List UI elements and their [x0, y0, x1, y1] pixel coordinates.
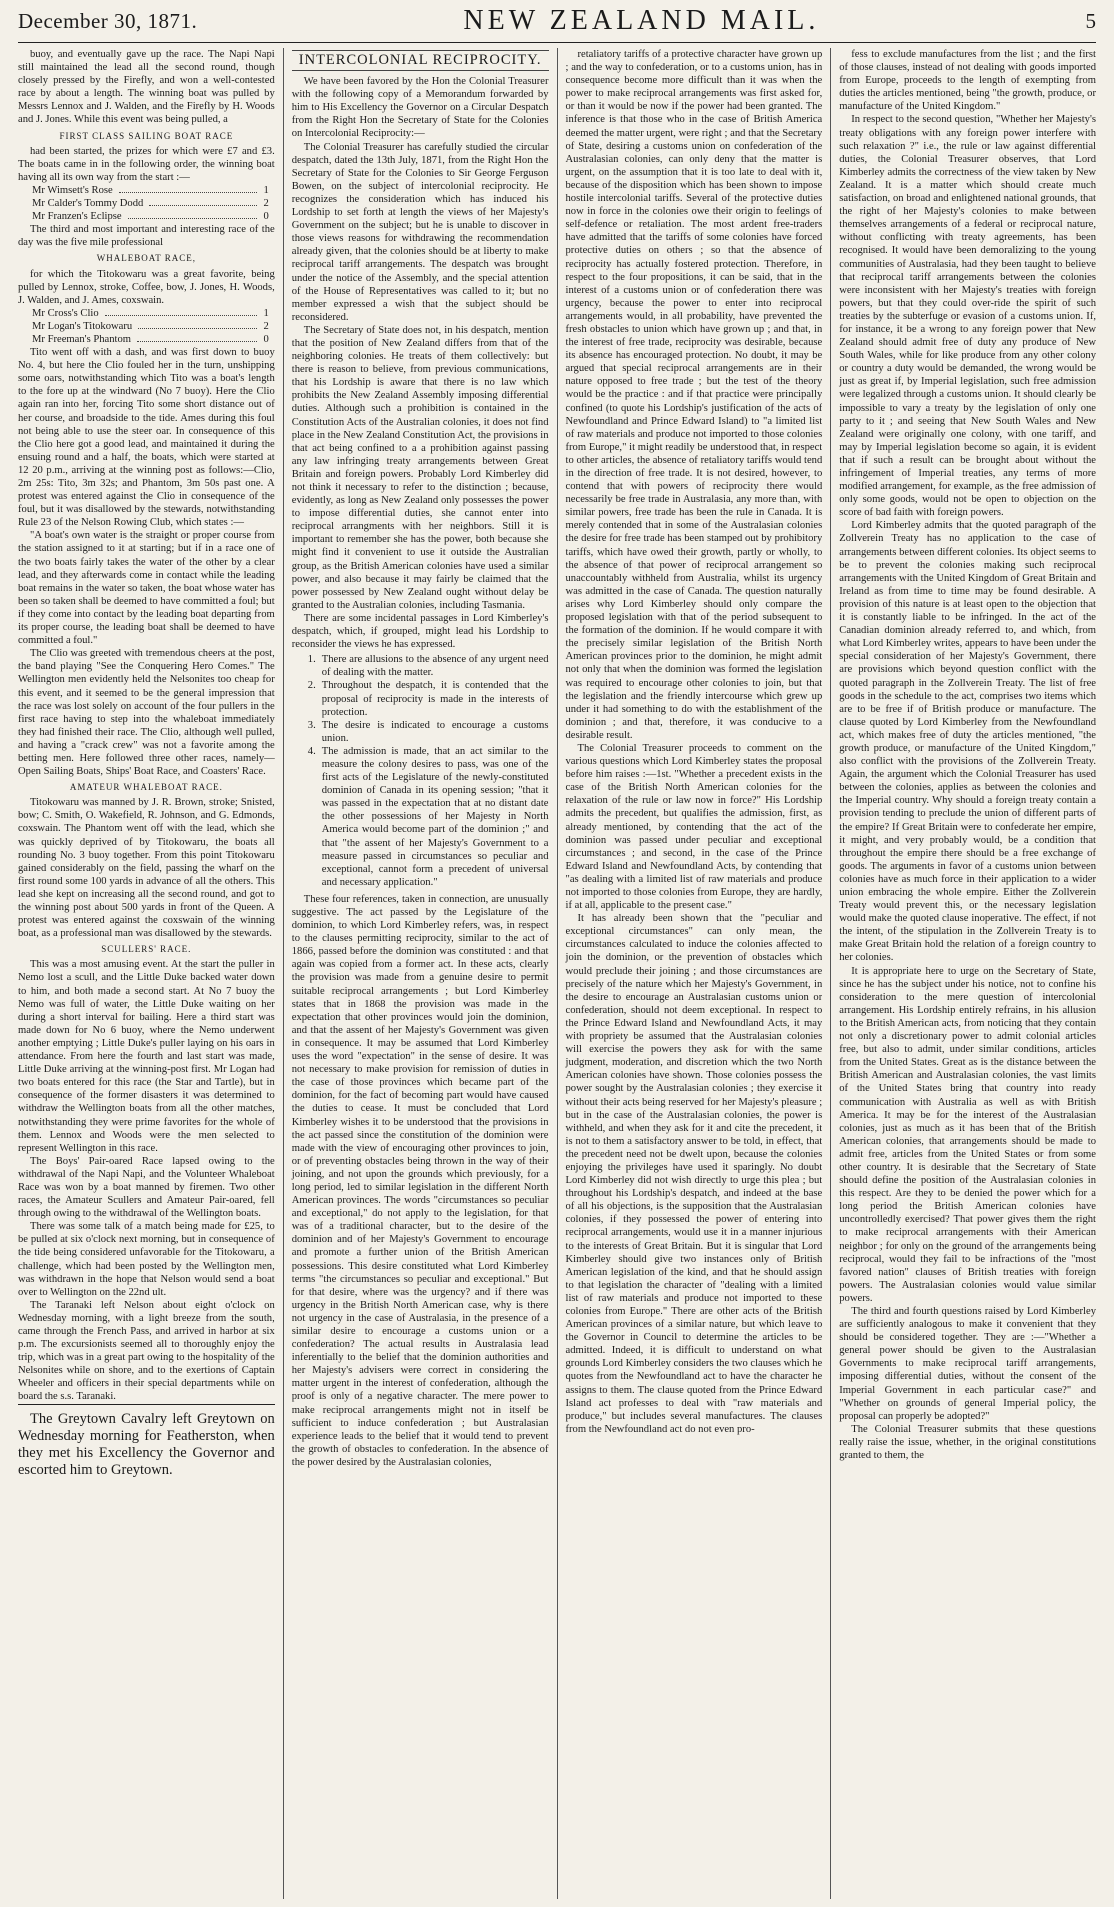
paragraph: The Secretary of State does not, in his despatch, mention that the position of New Zealand differs from that of the neighboring colonies. He treats of them collectively: but there is reason to believe, from previous communications, that his Lordship is aware that there is no law which prohibits the New Zealand Assembly imposing differential duties. Although such a prohibition is contained in the Constitution Acts of the Australian colonies, it does not find place in the New Zealand Constitution Act, the provisions in that act being confined to a a prohibition against passing any law infringing treaty arrangements between Great Britain and foreign powers. Probably Lord Kimberley did not think it necessary to refer to the distinction ; because, evidently, as long as New Zealand only possesses the power to impose differential duties, she cannot enter into reciprocal arrangments with her neighbors. Still it is important to remember she has the power, both because she might find it convenient to use it outside the Australian group, as the British American colonies have used a similar power, and also because it may fairly be claimed that the power possessed by New Zealand ought without delay be granted to the Australian colonies, including Tasmania. — [291, 324, 549, 611]
place: 2 — [263, 198, 269, 210]
place: 1 — [263, 184, 269, 196]
article-headline: INTERCOLONIAL RECIPROCITY. — [292, 50, 549, 71]
place: 0 — [263, 211, 269, 223]
leader-dots — [119, 184, 258, 193]
leader-dots — [138, 320, 257, 329]
list-item — [292, 719, 549, 745]
paragraph: The third and most important and interesting race of the day was the five mile professional — [18, 224, 275, 249]
article-columns — [18, 48, 1096, 1899]
paragraph: There was some talk of a match being made for £25, to be pulled at six o'clock next morning, but in consequence of the tide being considered unfavorable for the Titokowaru, a challenge, which had been posted by the Wellington men, was withdrawn in the hope that Nelson would send a boat over to Wellington on the 22nd ult. — [18, 1221, 275, 1298]
race-result-row — [18, 210, 275, 223]
paragraph: The Colonial Treasurer submits that these questions really raise the issue, whether, in the original constitutions granted to them, the — [839, 1423, 1096, 1462]
place: 0 — [263, 333, 269, 345]
paragraph: Titokowaru was manned by J. R. Brown, stroke; Snisted, bow; C. Smith, O. Wakefield, R. Johnson, and G. Edmonds, coxswain. The Phantom went off with the lead, which she was quickly deprived of by Titokowaru, the boats all rounding No. 3 buoy together. From this point Titokowaru gained considerably on the field, passing the wharf on the first round some 100 yards in advance of all the others. This lead she kept on increasing all the second round, and got to the winning post about 500 yards in front of the Queen. A protest was entered against the coxswain of the winning boat, as a professional man was disallowed by the stewards. — [18, 797, 275, 940]
paragraph: We have been favored by the Hon the Colonial Treasurer with the following copy of a Memorandum forwarded by him to His Excellency the Governor on a Circular Despatch from the Right Hon the Secretary of State for the Colonies on Intercolonial Reciprocity:— — [291, 76, 549, 140]
leader-dots — [105, 307, 258, 316]
paragraph: fess to exclude manufactures from the list ; and the first of those clauses, instead of not dealing with goods imported from Europe, proceeds to the length of exempting from duties the articles mentioned, being "the growth, produce, or manufacture of the United Kingdom." — [839, 49, 1096, 113]
paragraph: The Boys' Pair-oared Race lapsed owing to the withdrawal of the Napi Napi, and the Volunteer Whaleboat Race was won by a boat manned by firemen. Two other races, the Amateur Scullers and Amateur Pair-oared, fell through owing to the withdrawal of the Wellington boats. — [18, 1155, 275, 1220]
list-text: There are allusions to the absence of any urgent need of dealing with the matter. — [321, 654, 549, 679]
leader-dots — [137, 333, 257, 342]
boat-name: Mr Freeman's Phantom — [32, 333, 132, 345]
paragraph: It has already been shown that the "peculiar and exceptional circumstances" can only mean, the circumstances calculated to induce the colonies affected to join the dominion, or the prevention of obstacles which would preclude their joining ; and those circumstances are precisely of the nature which her Majesty's Government, in the desire to encourage an Australasian customs union or confederation, should not deem exceptional. In respect to the Prince Edward Island and Newfoundland Acts, it may with propriety be assumed that the Australasian colonies will exercise the powers they ask for with the same judgment, moderation, and discretion which the two North American colonies have shown. Those colonies possess the power sought by the Australasian colonies ; they exercise it without their acts being reserved for her Majesty's pleasure ; but in the case of the Australasian colonies, the power is withheld, and when they ask for it and cite the precedent, it is not to them a satisfactory answer to be told, in effect, that the precedent need not be dwelt upon, because the colonies enjoying the privileges have used it sparingly. No doubt Lord Kimberley did not wish directly to urge this plea ; but throughout his Lordship's despatch, and indeed at the base of all his objections, is the supposition that the Australasian colonies, if they possessed the power of entering into reciprocal arrangements, would use it in a manner injurious to the interests of Great Britain. But it is singular that Lord Kimberley should give two instances only of British American legislation of the kind, and that he should assign to that legislation the character of "dealing with a limited list of raw materials and produce not imported to these colonies from Europe." There are other acts of the British American provinces of a similar nature, but which leave to the Governor in Council to determine the articles to be admitted. Indeed, it is difficult to understand on what grounds Lord Kimberley considers the two clauses which he quotes from the Newfoundland act to have the character he assigns to them. The clause quoted from the Prince Edward Island act professes to deal with "raw materials and produce," but includes several manufactures. The clauses from the Newfoundland act do not even pro- — [565, 913, 823, 1435]
race-result-row — [18, 333, 275, 346]
list-text: The admission is made, that an act similar to the measure the colony desires to pass, was one of the first acts of the Legislature of the newly-constituted dominion of Canada in its opening session; "that it was passed in the expectation that at no distant date the other possessions of her Majesty in North America would become part of the dominion ;" and that "the assent of her Majesty's Government to a measure passed in circumstances so peculiar and exceptional, cannot form a precedent of universal and necessary application." — [321, 745, 549, 888]
masthead — [18, 0, 1096, 43]
boat-name: Mr Wimsett's Rose — [32, 184, 113, 196]
race-result-row — [18, 197, 275, 210]
column-4 — [830, 48, 1096, 1899]
newspaper-title: NEW ZEALAND MAIL. — [463, 5, 820, 36]
race-result-row — [18, 307, 275, 320]
paragraph: retaliatory tariffs of a protective character have grown up ; and the way to confederation, or to a customs union, has in consequence become more difficult than it was when the power to make reciprocal arrangements was first asked for, or than it would be now if the power had been granted. The inference is that those who in the case of British America deemed the matter urgent, were right ; and that the Secretary of State, desiring a customs union on confederation of the Australasian colonies, can only deny that the matter is urgent, on the assumption that it is too late to deal with it, because of the disposition which has been shown to impose hostile intercolonial tariffs. Several of the protective duties now in force in the colonies owe their origin to feelings of self-defence or retaliation. The most ardent free-traders have admitted that the tariffs of some colonies have forced protective duties on others ; so that the absence of reciprocity has actually fostered protection. Therefore, in respect to the four propositions, it can be said, that in the interest of a customs union or of confederation there was urgency, because the power to enter into reciprocal arrangements would, in all probability, have prevented the fresh obstacles to union which have grown up ; and that, in the interest of free trade, reciprocity was desirable, because its absence has encouraged protection. No doubt, it may be argued that special reciprocal arrangements are in their nature opposed to free trade ; but the test of the theory would be the practice : and if that practice were principally confined (to quote his Lordship's justification of the acts of Newfoundland and Prince Edward Island) to "a limited list of raw materials and produce not imported to those colonies from Europe," it might readily be understood that, in respect to other articles, the absence of retaliatory tariffs would tend in the direction of free trade. It is not desired, however, to contend that with powers of reciprocity there would necessarily be free trade in Australasia, any more than, with similar powers, free trade has been the rule in Canada. It is merely contended that in some of the Australasian colonies the desire for free trade has been stamped out by prohibitory tariffs, which have owed their growth, partly or wholly, to the absence of that power of reciprocal arrangement so unaccountably withheld from Australia, whilst its urgency was admitted in the case of Canada. The question naturally arises why Lord Kimberley should only compare the proposed legislation with that of the period subsequent to the formation of the dominion. If he would compare it with the precisely similar legislation of the British North American provinces prior to the dominion, he might admit not only that when the dominion was formed the legislation was required to encourage other colonies to join, but that the legislation and the friendly intercourse which grew up under it had something to do with the establishment of the dominion ; and that, therefore, it was conducive to a desirable result. — [565, 49, 823, 741]
boat-name: Mr Logan's Titokowaru — [32, 320, 133, 332]
boat-name: Mr Cross's Clio — [32, 307, 99, 319]
place: 2 — [263, 320, 269, 332]
section-heading: AMATEUR WHALEBOAT RACE. — [69, 782, 223, 793]
paragraph: buoy, and eventually gave up the race. The Napi Napi still maintained the lead all the second round, though closely pressed by the Firefly, and won a well-contested race by about a length. The winning boat was pulled by Messrs Lennox and J. Walden, and the Firefly by H. Woods and J. Jones. While this event was being pulled, a — [18, 49, 275, 126]
paragraph: Lord Kimberley admits that the quoted paragraph of the Zollverein Treaty has no application to the case of arrangements between different colonies. Its object seems to be to prevent the colonies making such reciprocal arrangements with the United Kingdom of Great Britain and Ireland as from time to time may be found desirable. A provision of this nature is at least open to the objection that it is constantly liable to be infringed. In the act of the Canadian dominion already referred to, and which, from what Lord Kimberley writes, appears to have been under the special consideration of her Majesty's Government, there are provisions which beyond question conflict with the quoted paragraph in the Zollverein Treaty. The list of free goods in the schedule to the act, comprises two items which are to be free if of British produce or manufacture. The clause quoted by Lord Kimberley from the Newfoundland act, which makes free of duty the articles mentioned, "the growth produce, or manufacture of the United Kingdom," also conflict with the provisions of the Zollverein Treaty. Again, the argument which the Colonial Treasurer has used between the colonies, applies as between the colonies and the Imperial country. Why should a foreign treaty contain a provision tending to preclude the union of different parts of the empire? If Great Britain were to confederate her empire, it might, and very probably would, be a condition that throughout the empire there should be a free exchange of goods. The arguments in favor of a customs union between colonies have as much force in their application to a wider union embracing the whole empire. Either the Zollverein Treaty would prevent this, or the necessary legislation would make the quoted clause inoperative. The effect, if not the intent, of the stipulation in the Zollverein Treaty is to make Great Britain hold the relation of a foreign country to her colonies. — [839, 520, 1096, 964]
paragraph: This was a most amusing event. At the start the puller in Nemo lost a scull, and the Little Duke backed water down to him, and both made a second start. At No 7 buoy the Nemo was full of water, the Little Duke waiting on her during a short interval for bailing. Here a third start was made down for No 6 buoy, where the Nemo underwent another emptying ; Little Duke's puller laying on his oars in attendance. From here the fourth and last start was made, Little Duke arriving at the winning-post first. Mr Logan had two boats entered for this race (the Star and Tartle), but in consequence of the former disasters it was determined to withdraw the Wellington boats from all the other matches, notwithstanding they were prime favorites for the whole of them. Lennox and Woods were the men selected to represent Wellington in this race. — [18, 959, 275, 1154]
list-text: The desire is indicated to encourage a customs union. — [321, 719, 549, 744]
issue-date: December 30, 1871. — [18, 8, 198, 33]
paragraph: The Colonial Treasurer has carefully studied the circular despatch, dated the 13th July, 1871, from the Right Hon the Secretary of State for the Colonies to Sir George Ferguson Bowen, on the subject of intercolonial reciprocity. He recognizes the consideration which has induced his Lordship to set forth at length the views of her Majesty's Government on the subject; but he is unable to discover in those views reasons for withdrawing the recommendation already given, that the colonies should be at liberty to make reciprocal tariff arrangements. The despatch was brought under the notice of the Assembly, and the special attention of the House of Representatives was called to it; but no member expressed a wish that the subject should be reconsidered. — [291, 141, 549, 323]
leader-dots — [149, 197, 257, 206]
list-item — [292, 745, 549, 889]
leader-dots — [128, 210, 258, 219]
quoted-rule: "A boat's own water is the straight or proper course from the station assigned to it at starting; but if in a race one of the two boats fairly takes the water of the other by a clear lead, and they afterwards come in contact while the leading boat remains in the water so taken, the boat whose water has been so taken shall be deemed to have committed a foul; but if they come into contact by the leading boat departing from its proper course, the leading boat shall be deemed to have committed a foul." — [18, 530, 275, 647]
paragraph: for which the Titokowaru was a great favorite, being pulled by Lennox, stroke, Coffee, bow, J. Jones, H. Woods, J. Walden, and J. Ames, coxswain. — [18, 268, 275, 306]
column-3 — [557, 48, 823, 1899]
list-number: 1. — [307, 654, 316, 666]
paragraph: In respect to the second question, "Whether her Majesty's treaty obligations with any foreign power interfere with such relaxation ?" i.e., the rule or law against differential duties, the Colonial Treasurer observes, that Lord Kimberley admits the correctness of the view taken by New Zealand. It is a matter which should create much satisfaction, on broad and enlightened national grounds, that the right of her Majesty's colonies to make between themselves arrangements of a federal or reciprocal nature, without conflicting with treaty agreements, has been recognised. It would have been demoralizing to the young communities of Australasia, had they been taught to believe that reciprocal tariff arrangements between the colonies were inconsistent with her Majesty's treaties with foreign powers, but that they could over-ride the spirit of such treaties by the subterfuge or evasion of a customs union. If, for instance, it be a wrong to any foreign power that New Zealand should admit free of duty any produce of New South Wales, while for like produce from any other colony or country a duty would be demanded, the wrong would be just as great if, by Imperial legislation, such free admission were legalized through a customs union. It should clearly be impossible to vary a treaty by the legislation of only one party to it ; and seeing that New South Wales and New Zealand were originally one colony, with one tariff, and may by Imperial legislation become so again, it is evident that if such a result can be brought about without the infringement of Imperial treaties, any terms of more modified arrangement, for example, as the free admission of only some goods, would not be open to objection on the score of bad faith with foreign powers. — [839, 114, 1096, 519]
paragraph: The Colonial Treasurer proceeds to comment on the various questions which Lord Kimberley states the proposal before him raises :—1st. "Whether a precedent exists in the case of the British North American colonies for the relaxation of the rule or law now in force?" His Lordship admits the precedent, but qualifies the admission, first, as already mentioned, by contending that the act of the dominion was passed under peculiar and exceptional circumstances ; and second, in the case of the Prince Edward Island and Newfoundland Acts, by contending that "as dealing with a limited list of raw materials and produce not imported to those colonies from Europe, they are hardly, if at all, applicable to the present case." — [565, 742, 823, 912]
boat-name: Mr Calder's Tommy Dodd — [32, 198, 144, 210]
paragraph: There are some incidental passages in Lord Kimberley's despatch, which, if grouped, might lead his Lordship to reconsider the views he has expressed. — [291, 612, 549, 651]
column-2 — [283, 48, 549, 1899]
place: 1 — [263, 307, 269, 319]
page-number: 5 — [1085, 8, 1096, 33]
paragraph: Tito went off with a dash, and was first down to buoy No. 4, but here the Clio fouled her in the turn, unshipping some oars, notwithstanding which Tito was a boat's length to the fore up at the windward (No 7 buoy). Here the Clio again ran into her, forcing Tito some short distance out of her course, and broadside to the tide. Ames during this foul not being able to use the steer oar. In consequence of this the Clio here got a good lead, and maintained it during the ensuing round and a half, the boats, which were started at 12 20 p.m., arriving at the winning post as follows:—Clio, 2m 25s: Tito, 3m 32s; and Phantom, 3m 50s past one. A protest was entered against the Clio in consequence of the foul, but it was disallowed by the stewards, notwithstanding Rule 23 of the Nelson Rowing Club, which states :— — [18, 347, 275, 529]
race-result-row — [18, 320, 275, 333]
list-text: Throughout the despatch, it is contended that the proposal of reciprocity is made in the interests of protection. — [321, 680, 549, 718]
section-heading: WHALEBOAT RACE, — [96, 253, 197, 264]
paragraph: The Clio was greeted with tremendous cheers at the post, the band playing "See the Conquering Hero Comes." The Wellington men evidently held the Nelsonites too cheap for this event, and it seemed to be the general impression that the race was lost solely on account of the four pullers in the first race having to step into the whaleboat immediately they had finished their race. The Clio, although well pulled, and having a "crack crew" was not a favorite among the betting men. Here followed three other races, namely— Open Sailing Boats, Ships' Boat Race, and Coasters' Race. — [18, 648, 275, 778]
column-1 — [18, 48, 275, 1899]
boat-name: Mr Franzen's Eclipse — [32, 211, 122, 223]
paragraph: The Taranaki left Nelson about eight o'clock on Wednesday morning, with a light breeze from the south, came through the French Pass, and arrived in harbor at six p.m. The excursionists seemed all to thoroughly enjoy the trip, which was in a great part owing to the hospitality of the Nelsonites while on shore, and to the exertions of Captain Wheeler and officers in their special departments while on board the s.s. Taranaki. — [18, 1299, 275, 1403]
race-result-row — [18, 184, 275, 197]
paragraph: had been started, the prizes for which were £7 and £3. The boats came in in the following order, the winning boat having all its own way from the start :— — [18, 145, 275, 183]
list-number: 3. — [307, 719, 316, 731]
list-item — [292, 679, 549, 718]
numbered-list — [292, 653, 549, 889]
section-heading: FIRST CLASS SAILING BOAT RACE — [59, 130, 234, 141]
news-brief: The Greytown Cavalry left Greytown on Wednesday morning for Featherston, when they met his Excellency the Governor and escorted him to Greytown. — [18, 1404, 275, 1479]
paragraph: These four references, taken in connection, are unusually suggestive. The act passed by the Legislature of the dominion, to which Lord Kimberley refers, was, in respect to the clauses permitting reciprocity, similar to the act of 1866, passed before the dominion was constituted : and that again was copied from a former act. In these acts, clearly the provision was made from a genuine desire to permit suitable reciprocal arrangements ; but Lord Kimberley states that in 1868 the provision was made in the expectation that other provinces would join the dominion, and that the assent of her Majesty's Government was given in consequence. It may be assumed that Lord Kimberley uses the word "expectation" in the sense of desire. It was not necessary to make provision for remission of duties in the case of those provinces which became part of the dominion, for the fact of becoming part would have caused the duties to cease. It must be concluded that Lord Kimberley wishes it to be understood that the provisions in the act passed since the constitution of the dominion were made with the view of encouraging other provinces to join, or of preventing obstacles being thrown in the way of their joining, and not upon the grounds which previously, for a long period, led to similar legislation in the different North American provinces. The words "circumstances so peculiar and exceptional," do not apply to the legislation, for that was of a traditional character, but to the desire of the dominion and of her Majesty's Government to encourage and promote a further union of the British American possessions. This desire constituted what Lord Kimberley terms "the circumstances so peculiar and exceptional." But for that desire, where was the urgency? and if there was urgency in the British North American case, why is there not urgency in the case of Australasia, in the presence of a similar desire to encourage a customs union or a confederation? The actual results in Australasia lead inferentially to the belief that the dominion authorities and her Majesty's advisers were correct in considering the matter urgent in the interest of confederation, although the proof is only of a negative character. The mere power to make reciprocal arrangements might not in itself be sufficient to induce confederation ; but Australasian experience leads to the belief that it would tend to prevent the growth of obstacles to confederation. In the absence of the power desired by the Australasian colonies, — [291, 893, 549, 1468]
list-number: 2. — [307, 680, 316, 692]
paragraph: It is appropriate here to urge on the Secretary of State, since he has the subject under his notice, not to confine his consideration to the mere question of intercolonial arrangement. His Lordship entirely refrains, in his allusion to the British American acts, from noticing that they contain not only a discretionary power to admit colonial articles free, but also to admit, under similar conditions, articles from the United States. Great as is the distance between the British American and Australasian colonies, the vast limits of the United States bring that country into ready communication with Australia as well as with British America. It may be for the interest of the Australasian colonies, just as much as it has been that of the British American colonies, that arrangements should be made to admit free, articles from the United States or from some other country. It is desirable that the Secretary of State should define the position of the Australasian colonies in this respect. Are they to be denied the power which for a long period the British American colonies have uncontrolledly exercised? That power gives them the right to make reciprocal arrangements with their American neighbor ; for only on the ground of the arrangements being reciprocal, would they fail to be infractions of the "most favored nation" clauses of British treaties with foreign powers. The Australasian colonies would value similar powers. — [839, 965, 1096, 1304]
list-item — [292, 653, 549, 679]
list-number: 4. — [307, 745, 316, 757]
paragraph: The third and fourth questions raised by Lord Kimberley are sufficiently analogous to make it convenient that they should be considered together. They are :—"Whether a general power should be given to the Australasian Governments to make reciprocal tariff arrangements, imposing differential duties, without the consent of the Imperial Government in each particular case?" and "Whether on grounds of general Imperial policy, the proposal can properly be adopted?" — [839, 1306, 1096, 1422]
section-heading: SCULLERS' RACE. — [101, 944, 192, 955]
